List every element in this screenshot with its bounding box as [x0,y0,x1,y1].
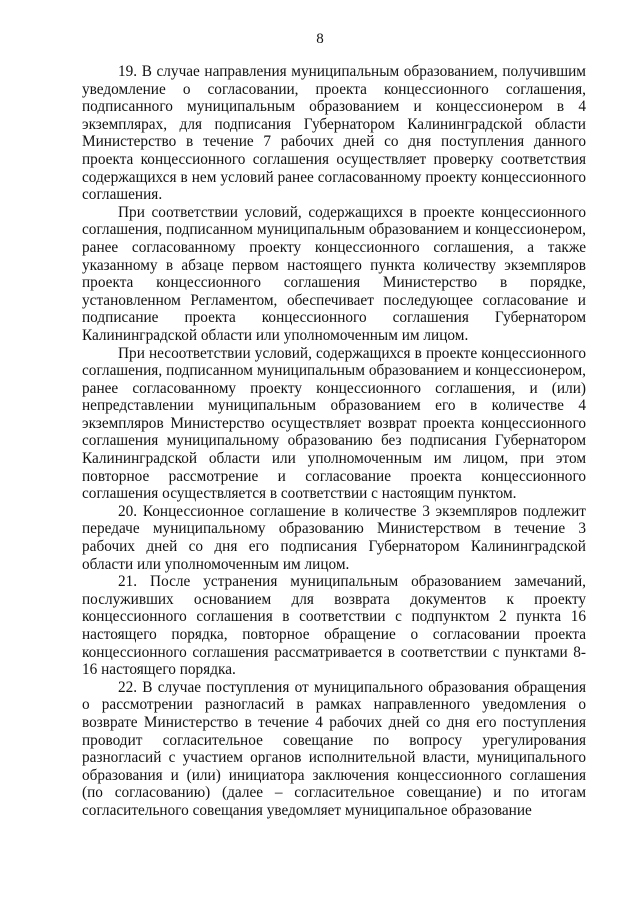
paragraph-22: 22. В случае поступления от муниципального образования обращения о рассмотрении разногласий в рамках направленного уведомления о возврате Министерство в течение 4 рабочих дней со дня его поступления проводит согласительное совещание по вопросу урегулирования разногласий с участием органов исполнительной власти, муниципального образования и (или) инициатора заключения концессионного соглашения (по согласованию) (далее – согласительное совещание) и по итогам согласительного совещания уведомляет муниципальное образование [82,678,586,819]
paragraph-21: 21. После устранения муниципальным образованием замечаний, послуживших основанием для возврата документов к проекту концессионного соглашения в соответствии с подпунктом 2 пункта 16 настоящего порядка, повторное обращение о согласовании проекта концессионного соглашения рассматривается в соответствии с пунктами 8-16 настоящего порядка. [82,573,586,679]
document-body [82,63,586,820]
paragraph-20: 20. Концессионное соглашение в количестве 3 экземпляров подлежит передаче муниципальному образованию Министерством в течение 3 рабочих дней со дня его подписания Губернатором Калининградской области или уполномоченным им лицом. [82,502,586,573]
paragraph-19: 19. В случае направления муниципальным образованием, получившим уведомление о согласовании, проекта концессионного соглашения, подписанного муниципальным образованием и концессионером в 4 экземплярах, для подписания Губернатором Калининградской области Министерство в течение 7 рабочих дней со дня поступления данного проекта концессионного соглашения осуществляет проверку соответствия содержащихся в нем условий ранее согласованному проекту концессионного соглашения. [82,63,586,204]
page-number: 8 [316,31,324,47]
paragraph-19-noncompliance: При несоответствии условий, содержащихся в проекте концессионного соглашения, подписанном муниципальным образованием и концессионером, ранее согласованному проекту концессионного соглашения, и (или) непредставлении муниципальным образованием его в количестве 4 экземпляров Министерство осуществляет возврат проекта концессионного соглашения муниципальному образованию без подписания Губернатором Калининградской области или уполномоченным им лицом, при этом повторное рассмотрение и согласование проекта концессионного соглашения осуществляется в соответствии с настоящим пунктом. [82,344,586,503]
paragraph-19-compliance: При соответствии условий, содержащихся в проекте концессионного соглашения, подписанном муниципальным образованием и концессионером, ранее согласованному проекту концессионного соглашения, а также указанному в абзаце первом настоящего пункта количеству экземпляров проекта концессионного соглашения Министерство в порядке, установленном Регламентом, обеспечивает последующее согласование и подписание проекта концессионного соглашения Губернатором Калининградской области или уполномоченным им лицом. [82,203,586,344]
